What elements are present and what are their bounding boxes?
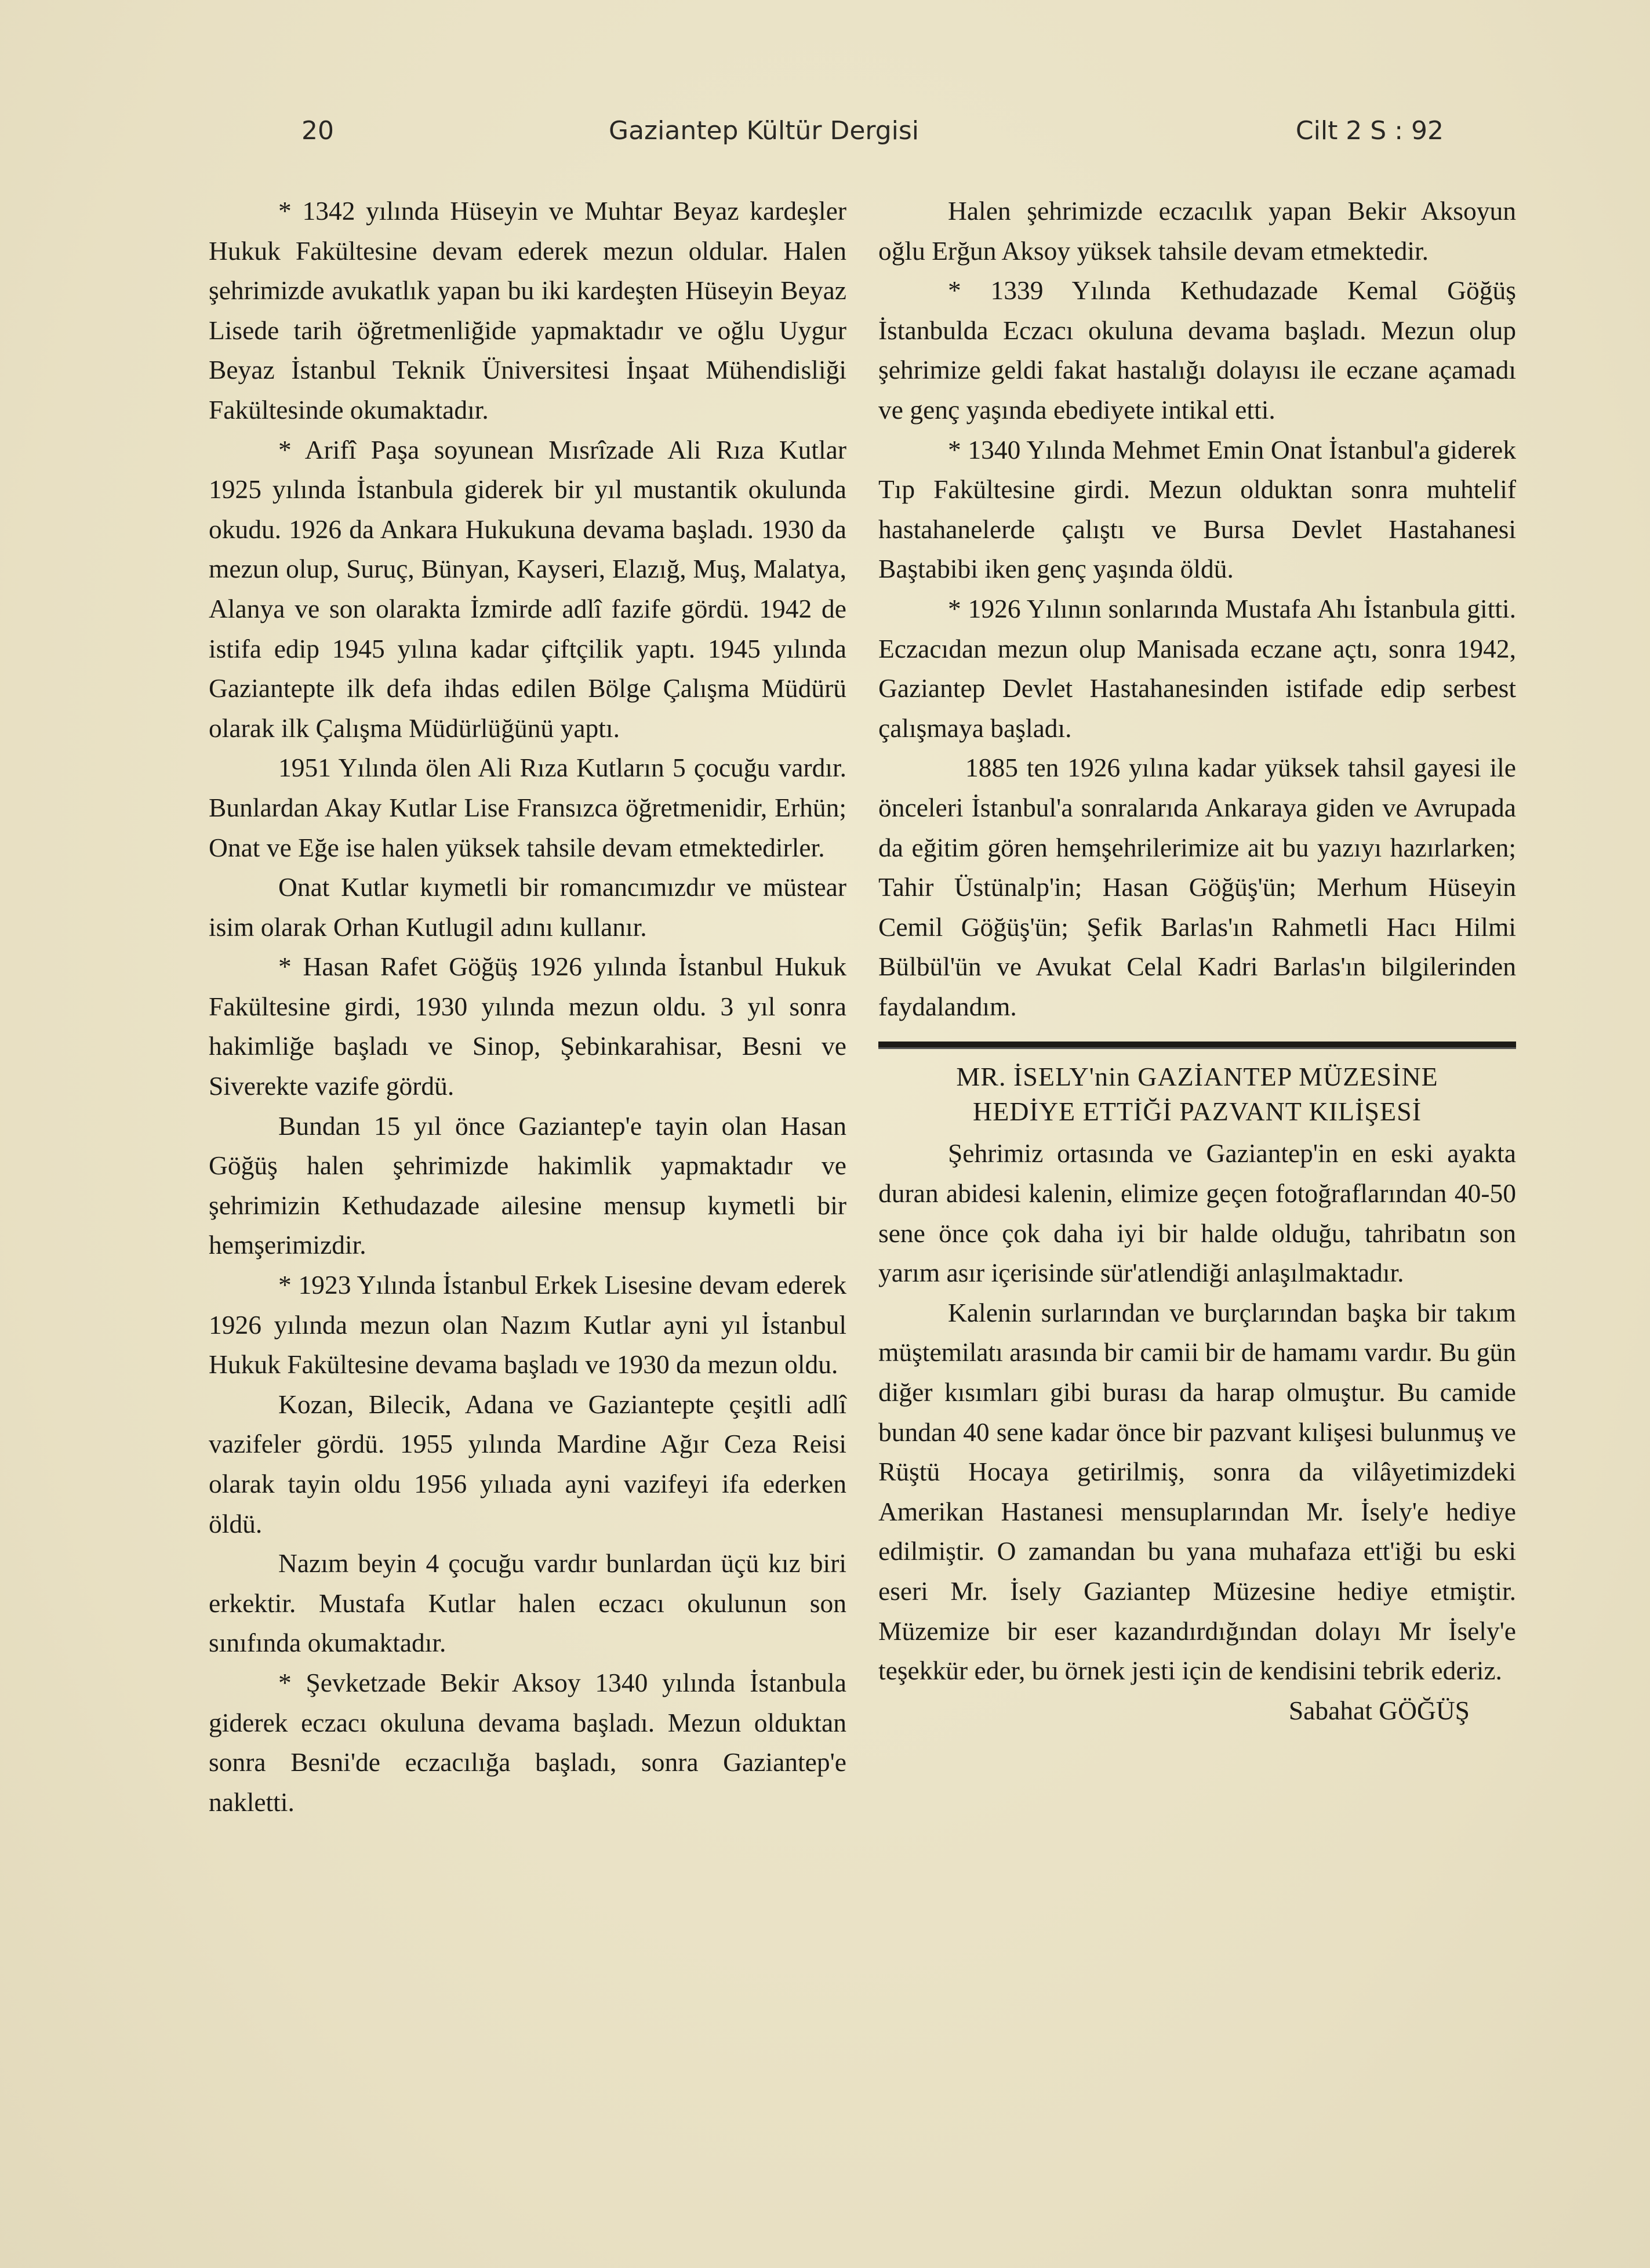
section-divider [878, 1042, 1516, 1049]
page-number: 20 [301, 116, 334, 146]
paragraph: * 1342 yılında Hüseyin ve Muhtar Beyaz kardeşler Hukuk Fakültesine devam ederek mezun oldular. Halen şehrimizde avukatlık yapan bu iki kardeşten Hüseyin Beyaz Lisede tarih öğretmenliğide yapmaktadır ve oğlu Uygur Beyaz İstanbul Teknik Üniversitesi İnşaat Mühendisliği Fakültesinde okumaktadır. [209, 196, 846, 424]
article-paragraph: Şehrimiz ortasında ve Gaziantep'in en eski ayakta duran abidesi kalenin, elimize geçen fotoğraflarından 40-50 sene önce çok daha iyi bir halde olduğu, tahribatın son yarım asır içerisinde sür'atlendiği anlaşılmaktadır. [878, 1138, 1516, 1288]
paragraph: * 1923 Yılında İstanbul Erkek Lisesine devam ederek 1926 yılında mezun olan Nazım Kutlar ayni yıl İstanbul Hukuk Fakültesine devama başladı ve 1930 da mezun oldu. [209, 1270, 846, 1380]
page-header [301, 116, 1444, 162]
paragraph: * 1339 Yılında Kethudazade Kemal Göğüş İstanbulda Eczacı okuluna devama başladı. Mezun olup şehrimize geldi fakat hastalığı dolayısı ile eczane açamadı ve genç yaşında ebediyete intikal etti. [878, 275, 1516, 424]
article-title [878, 1059, 1516, 1129]
paragraph: Kozan, Bilecik, Adana ve Gaziantepte çeşitli adlî vazifeler gördü. 1955 yılında Mardine Ağır Ceza Reisi olarak tayin oldu 1956 yılıada ayni vazifeyi ifa ederken öldü. [209, 1389, 846, 1538]
article-title-line: MR. İSELY'nin GAZİANTEP MÜZESİNE [956, 1062, 1438, 1092]
article-paragraph: Kalenin surlarından ve burçlarından başka bir takım müştemilatı arasında bir camii bir de hamamı vardır. Bu gün diğer kısımları gibi burası da harap olmuştur. Bu camide bundan 40 sene kadar önce bir pazvant kılişesi bulunmuş ve Rüştü Hocaya getirilmiş, sonra da vilâyetimizdeki Amerikan Hastanesi mensuplarından Mr. İsely'e hediye edilmiştir. O zamandan bu yana muhafaza ett'iği bu eski eseri Mr. İsely Gaziantep Müzesine hediye etmiştir. Müzemize bir eser kazandırdığından dolayı Mr İsely'e teşekkür eder, bu örnek jesti için de kendisini tebrik ederiz. [878, 1297, 1516, 1686]
paragraph: * 1340 Yılında Mehmet Emin Onat İstanbul'a giderek Tıp Fakültesine girdi. Mezun olduktan sonra muhtelif hastahanelerde çalıştı ve Bursa Devlet Hastahanesi Baştabibi iken genç yaşında öldü. [878, 434, 1516, 584]
paragraph: 1951 Yılında ölen Ali Rıza Kutların 5 çocuğu vardır. Bunlardan Akay Kutlar Lise Fransızca öğretmenidir, Erhün; Onat ve Eğe ise halen yüksek tahsile devam etmektedirler. [209, 753, 846, 862]
paragraph: * 1926 Yılının sonlarında Mustafa Ahı İstanbula gitti. Eczacıdan mezun olup Manisada eczane açtı, sonra 1942, Gaziantep Devlet Hastahanesinden istifade edip serbest çalışmaya başladı. [878, 593, 1516, 743]
paragraph: Bundan 15 yıl önce Gaziantep'e tayin olan Hasan Göğüş halen şehrimizde hakimlik yapmaktadır ve şehrimizin Kethudazade ailesine mensup kıymetli bir hemşerimizdir. [209, 1111, 846, 1260]
author-signature: Sabahat GÖĞÜŞ [1288, 1695, 1470, 1725]
right-column [878, 191, 1516, 1730]
paragraph: 1885 ten 1926 yılına kadar yüksek tahsil gayesi ile önceleri İstanbul'a sonralarıda Ankaraya giden ve Avrupada da eğitim gören hemşehrilerimize ait bu yazıyı hazırlarken; Tahir Üstünalp'in; Hasan Göğüş'ün; Merhum Hüseyin Cemil Göğüş'ün; Şefik Barlas'ın Rahmetli Hacı Hilmi Bülbül'ün ve Avukat Celal Kadri Barlas'ın bilgilerinden faydalandım. [878, 753, 1516, 1021]
volume-issue: Cilt 2 S : 92 [1295, 116, 1444, 146]
paragraph: Halen şehrimizde eczacılık yapan Bekir Aksoyun oğlu Erğun Aksoy yüksek tahsile devam etmektedir. [878, 196, 1516, 266]
article-title-line: HEDİYE ETTİĞİ PAZVANT KILİŞESİ [972, 1097, 1422, 1127]
paragraph: Nazım beyin 4 çocuğu vardır bunlardan üçü kız biri erkektir. Mustafa Kutlar halen eczacı okulunun son sınıfında okumaktadır. [209, 1548, 846, 1658]
paragraph: * Şevketzade Bekir Aksoy 1340 yılında İstanbula giderek eczacı okuluna devama başladı. Mezun olduktan sonra Besni'de eczacılığa başladı, sonra Gaziantep'e nakletti. [209, 1667, 846, 1817]
paragraph: * Arifî Paşa soyunean Mısrîzade Ali Rıza Kutlar 1925 yılında İstanbula giderek bir yıl mustantik okulunda okudu. 1926 da Ankara Hukukuna devama başladı. 1930 da mezun olup, Suruç, Bünyan, Kayseri, Elazığ, Muş, Malatya, Alanya ve son olarakta İzmirde adlî fazife gördü. 1942 de istifa edip 1945 yılına kadar çiftçilik yaptı. 1945 yılında Gaziantepte ilk defa ihdas edilen Bölge Çalışma Müdürü olarak ilk Çalışma Müdürlüğünü yaptı. [209, 434, 846, 743]
paragraph: * Hasan Rafet Göğüş 1926 yılında İstanbul Hukuk Fakültesine girdi, 1930 yılında mezun oldu. 3 yıl sonra hakimliğe başladı ve Sinop, Şebinkarahisar, Besni ve Siverekte vazife gördü. [209, 952, 846, 1101]
journal-title: Gaziantep Kültür Dergisi [609, 116, 920, 146]
paragraph: Onat Kutlar kıymetli bir romancımızdır ve müstear isim olarak Orhan Kutlugil adını kullanır. [209, 872, 846, 942]
left-column [209, 191, 846, 1822]
